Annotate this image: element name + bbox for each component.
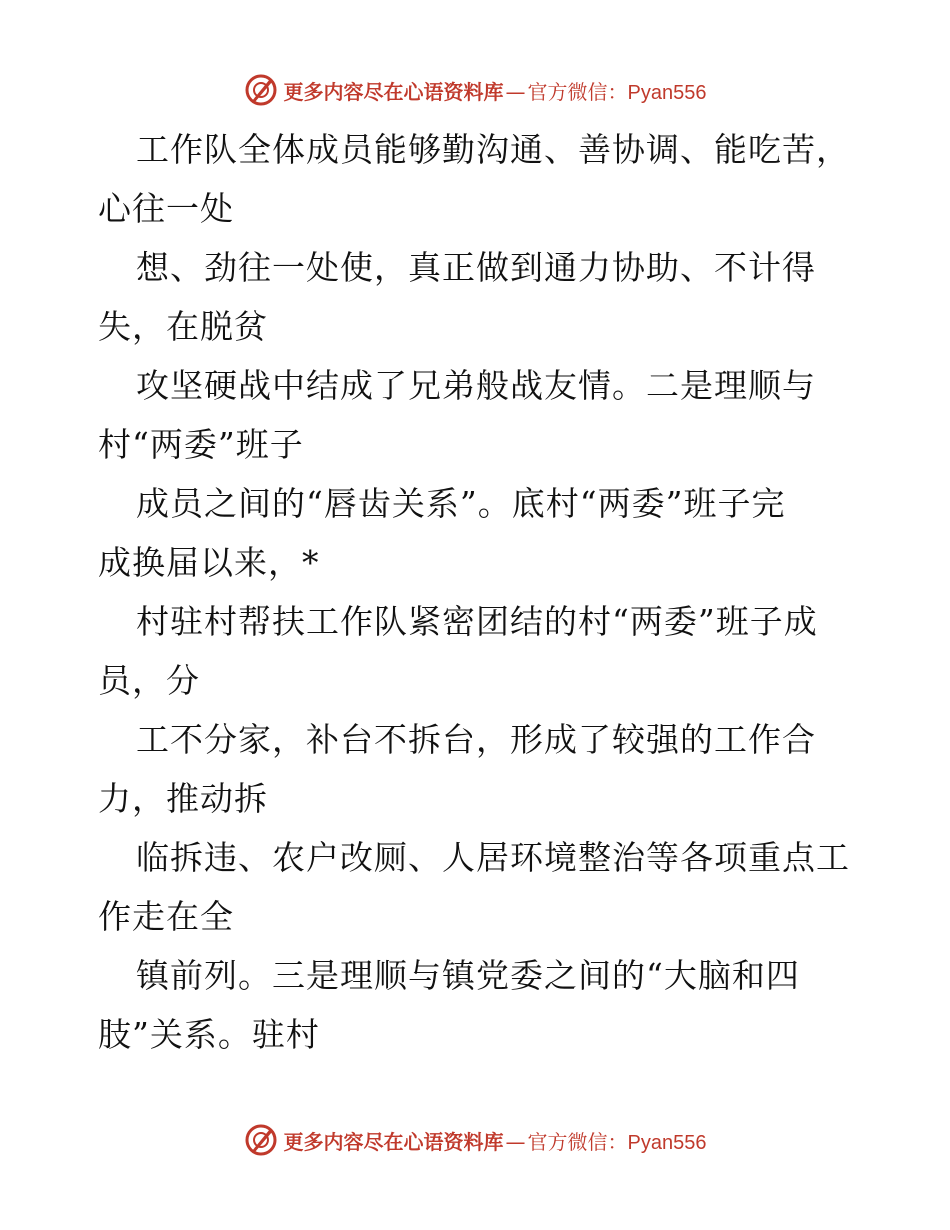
text-line: 临拆违、农户改厕、人居环境整治等各项重点工: [136, 838, 850, 877]
text-line: 心往一处: [98, 189, 234, 228]
text-line: 攻坚硬战中结成了兄弟般战友情。二是理顺与: [136, 366, 816, 405]
text-line: 镇前列。三是理顺与镇党委之间的“大脑和四: [136, 956, 800, 995]
banner-wechat-id: Pyan556: [627, 81, 707, 104]
text-line: 工不分家，补台不拆台，形成了较强的工作合: [136, 720, 816, 759]
quill-logo-icon: [244, 1123, 278, 1157]
text-line: 村驻村帮扶工作队紧密团结的村“两委”班子成: [136, 602, 818, 641]
quill-logo-icon: [244, 73, 278, 107]
text-line: 工作队全体成员能够勤沟通、善协调、能吃苦，: [136, 130, 850, 169]
text-line: 失，在脱贫: [98, 307, 268, 346]
header-banner: [0, 70, 950, 110]
banner-main-text: 更多内容尽在心语资料库: [283, 79, 504, 104]
banner-separator: —: [505, 1129, 526, 1154]
text-line: 肢”关系。驻村: [98, 1015, 320, 1054]
text-line: 村“两委”班子: [98, 425, 304, 464]
text-line: 作走在全: [98, 897, 234, 936]
footer-banner: [0, 1120, 950, 1160]
text-line: 力，推动拆: [98, 779, 268, 818]
banner-separator: —: [505, 79, 526, 104]
banner-main-text: 更多内容尽在心语资料库: [283, 1129, 504, 1154]
banner-label: 官方微信：: [527, 79, 628, 104]
text-line: 成员之间的“唇齿关系”。底村“两委”班子完: [136, 484, 786, 523]
banner-label: 官方微信：: [527, 1129, 628, 1154]
text-line: 员，分: [98, 661, 200, 700]
text-line: 想、劲往一处使，真正做到通力协助、不计得: [136, 248, 816, 287]
document-body: [98, 120, 868, 1064]
text-line: 成换届以来，*: [98, 543, 320, 582]
banner-wechat-id: Pyan556: [627, 1131, 707, 1154]
